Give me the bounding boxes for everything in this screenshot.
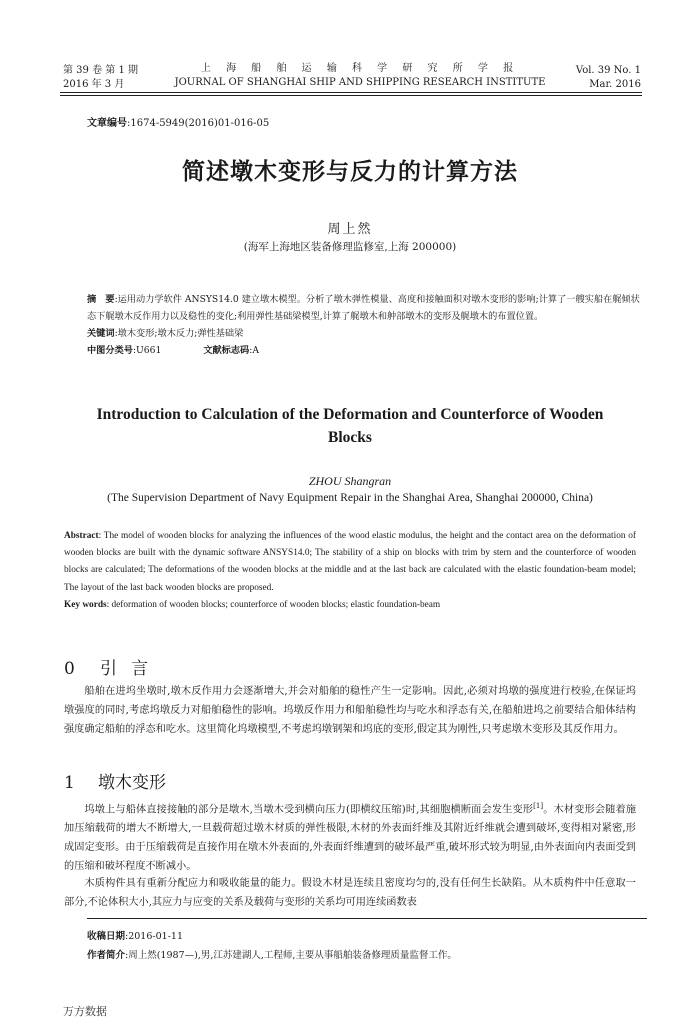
abstract-en-label: Abstract [64, 531, 99, 541]
abstract-en [64, 528, 636, 597]
journal-name-en: JOURNAL OF SHANGHAI SHIP AND SHIPPING RESEARCH INSTITUTE [174, 77, 546, 88]
header-rule-thin [60, 95, 642, 96]
footnote-rule [87, 918, 647, 919]
article-number-value: :1674-5949(2016)01-016-05 [127, 118, 270, 129]
paper-title-cn: 简述墩木变形与反力的计算方法 [182, 159, 518, 185]
volume-issue-en [576, 64, 641, 92]
volume-en: Vol. 39 No. 1 [575, 65, 641, 76]
keywords-en [64, 597, 636, 614]
abstract-en-text: : The model of wooden blocks for analyzing the influences of the wood elastic modulus, the height and the contact area on the deformation of wooden blocks are built with the dynamic software ANSYS14.0; The stability of a ship on blocks with trim by stern and the counterforce of wooden blocks are calculated; The deformations of the wooden blocks at the middle and at the last back are calculated with the elastic foundation-beam model; The layout of the last back wooden blocks are proposed. [64, 531, 636, 593]
footnote-author-bio [87, 947, 647, 961]
date-en: Mar. 2016 [589, 79, 641, 90]
clc-value: :U661 [132, 345, 162, 356]
article-number-label: 文章编号 [87, 118, 127, 129]
received-date: :2016-01-11 [125, 931, 183, 942]
classification-cn [87, 342, 647, 359]
section-0-number: 0 [64, 659, 75, 679]
section-1-paragraph-1 [64, 797, 636, 876]
author-bio-text: :周上然(1987—),男,江苏建湖人,工程师,主要从事船舶装备修理质量监督工作。 [125, 950, 457, 961]
watermark-text: 万方数据 [63, 1005, 107, 1018]
section-0-paragraph: 船舶在进坞坐墩时,墩木反作用力会逐渐增大,并会对船舶的稳性产生一定影响。因此,必须对坞墩的强度进行校验,在保证坞墩强度的同时,考虑坞墩反力对船舶稳性的影响。坞墩反作用力和船舶稳性均与吃水和浮态有关,在船舶进坞之前要结合船体结构强度确定船舶的浮态和吃水。这里简化坞墩模型,不考虑坞墩钢架和坞底的变形,假定其为刚性,只考虑墩木变形及其反作用力。 [64, 686, 636, 735]
section-1-paragraph-1-text: 坞墩上与船体直接接触的部分是墩木,当墩木受到横向压力(即横纹压缩)时,其细胞横断面会发生变形 [84, 804, 534, 816]
affiliation-en: (The Supervision Department of Navy Equipment Repair in the Shanghai Area, Shanghai 200000, China) [107, 492, 593, 504]
citation-ref-1[interactable]: [1] [533, 802, 544, 810]
journal-name [170, 62, 550, 90]
clc-label: 中图分类号 [87, 345, 133, 356]
author-name-en: ZHOU Shangran [308, 474, 392, 488]
doc-code-label: 文献标志码 [203, 345, 250, 356]
volume-cn: 第 39 卷 第 1 期 [63, 65, 138, 76]
section-1-heading [64, 768, 166, 793]
keywords-cn [87, 325, 647, 342]
journal-name-cn: 上 海 船 舶 运 输 科 学 研 究 所 学 报 [200, 63, 520, 74]
section-1-title: 墩木变形 [98, 773, 166, 793]
section-0-heading [64, 654, 162, 679]
abstract-cn-text: :运用动力学软件 ANSYS14.0 建立墩木模型。分析了墩木弹性模量、高度和接触面积对墩木变形的影响;计算了一艘实船在艉倾状态下艉墩木反作用力以及稳性的变化;利用弹性基础梁模型,计算了艉墩木和舯部墩木的变形及艉墩木的布置位置。 [87, 294, 640, 322]
keywords-cn-label: 关键词 [87, 328, 115, 339]
abstract-cn-block [87, 291, 647, 359]
section-1-number: 1 [64, 773, 75, 793]
footnote-received [87, 928, 647, 942]
section-0-title: 引言 [100, 659, 162, 679]
paper-title-en: Introduction to Calculation of the Deformation and Counterforce of Wooden Blocks [96, 406, 604, 446]
section-1-paragraph-1-text-cont: 。木材变形会随着施加压缩载荷的增大不断增大,一旦载荷超过墩木材质的弹性极限,木材的外表面纤维及其附近纤维就会遭到破坏,变得相对紧密,形成固定变形。由于压缩载荷是直接作用在墩木外表面的,外表面纤维遭到的破坏最严重,破坏形式较为明显,由外表面向内表面受到的压缩和破坏程度不断减小。 [64, 804, 637, 873]
keywords-en-label: Key words [64, 599, 107, 610]
abstract-cn [87, 291, 647, 325]
author-bio-label: 作者简介 [87, 950, 126, 961]
received-label: 收稿日期 [87, 931, 126, 942]
date-cn: 2016 年 3 月 [63, 79, 125, 90]
abstract-cn-label: 摘 要 [87, 294, 115, 305]
header-rule-thick [60, 92, 642, 93]
doc-code-value: :A [249, 345, 259, 356]
section-1-paragraph-2: 木质构件具有重新分配应力和吸收能量的能力。假设木材是连续且密度均匀的,没有任何生长缺陷。从木质构件中任意取一部分,不论体积大小,其应力与应变的关系及载荷与变形的关系均可用连续函数表 [64, 878, 636, 908]
article-number [87, 114, 269, 129]
keywords-cn-text: :墩木变形;墩木反力;弹性基础梁 [114, 328, 244, 339]
author-name-cn: 周上然 [327, 222, 373, 237]
keywords-en-text: : deformation of wooden blocks; counterforce of wooden blocks; elastic foundation-beam [106, 599, 441, 610]
affiliation-cn: (海军上海地区装备修理监修室,上海 200000) [243, 241, 457, 253]
volume-issue-cn [63, 64, 138, 92]
abstract-en-block [64, 528, 636, 614]
